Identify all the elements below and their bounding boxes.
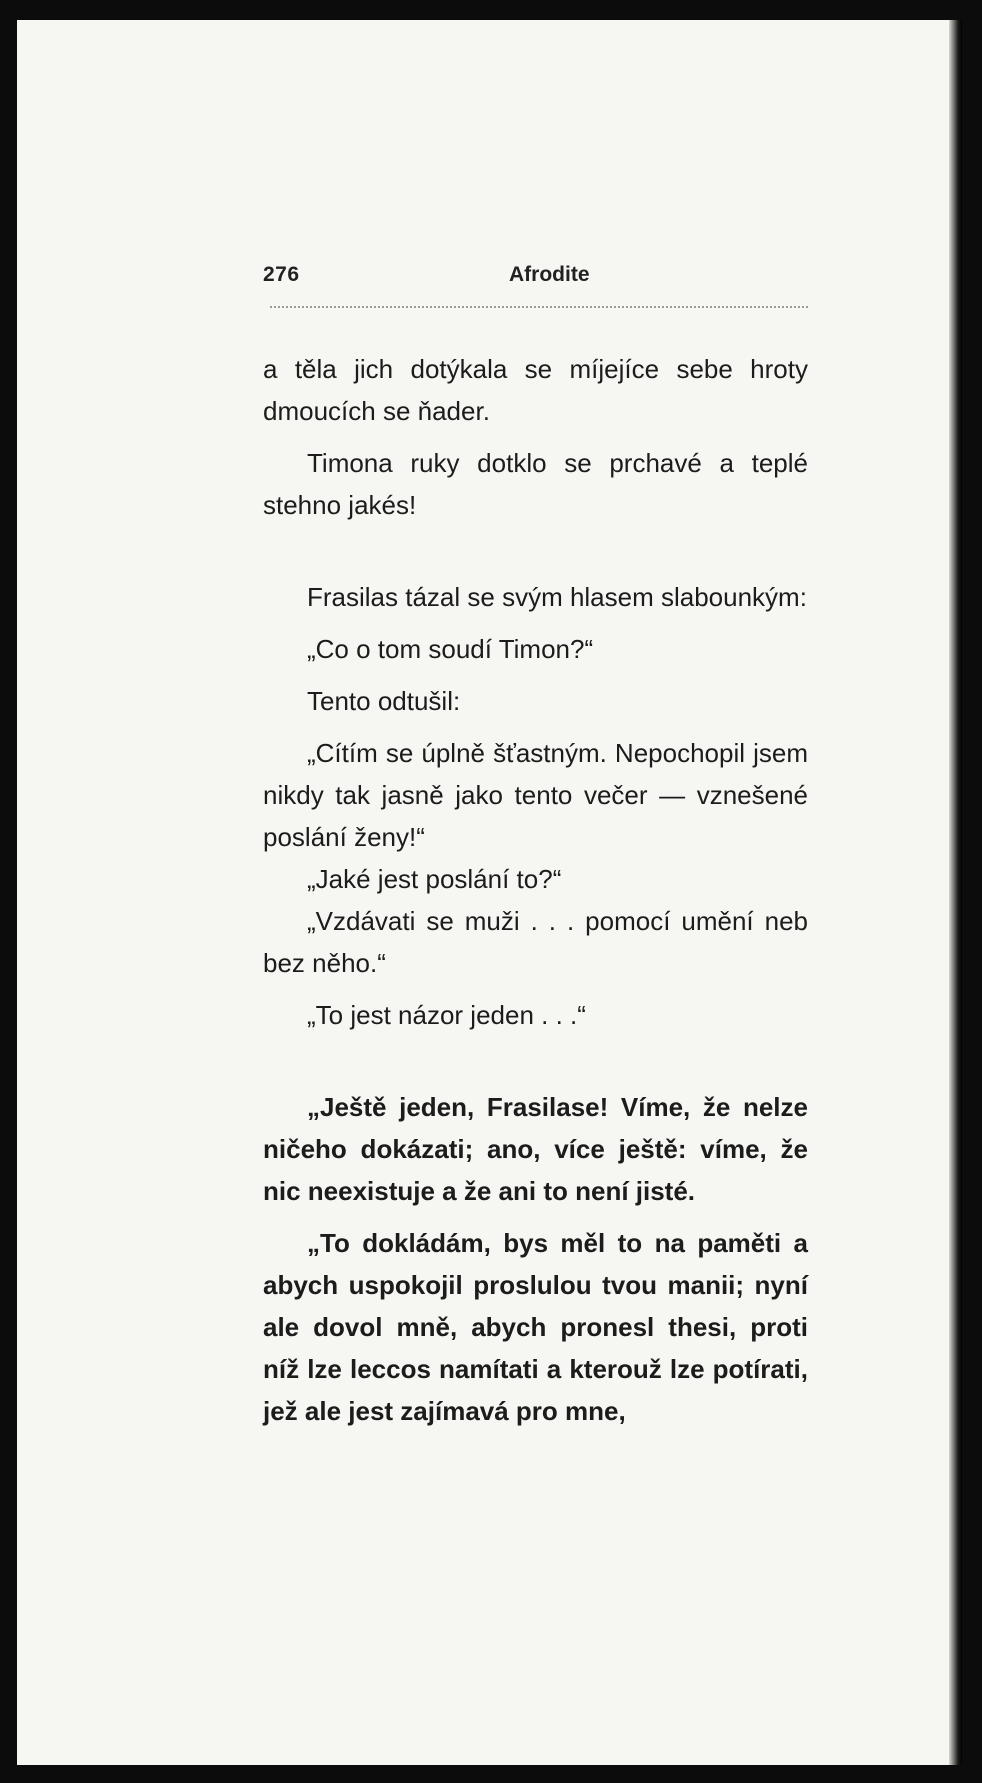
header-rule (270, 306, 808, 308)
paragraph: „Co o tom soudí Timon?“ (307, 634, 594, 664)
page-number: 276 (263, 263, 300, 286)
paragraph: „Ještě jeden, Frasilase! Víme, že nelze ničeho dokázati; ano, více ještě: víme, že nic neexistuje a že ani to není jisté. (263, 1092, 808, 1206)
paragraph: „Jaké jest poslání to?“ (307, 864, 562, 894)
paragraph: „To dokládám, bys měl to na paměti a abych uspokojil proslulou tvou manii; nyní ale dovol mně, abych pronesl thesi, proti níž lze leccos namítati a kterouž lze potírati, jež ale jest zajímavá pro mne, (263, 1228, 808, 1426)
page-body (263, 348, 808, 1432)
paragraph: „To jest názor jeden . . .“ (307, 1000, 586, 1030)
paragraph: Tento odtušil: (307, 686, 461, 716)
paragraph: Frasilas tázal se svým hlasem slabounkým: (307, 582, 807, 612)
paragraph: „Vzdávati se muži . . . pomocí umění neb bez něho.“ (263, 906, 808, 978)
running-head: Afrodite (509, 263, 590, 286)
paragraph: „Cítím se úplně šťastným. Nepochopil jsem nikdy tak jasně jako tento večer — vznešené poslání ženy!“ (263, 738, 808, 852)
paragraph: a těla jich dotýkala se míjejíce sebe hroty dmoucích se ňader. (263, 354, 808, 426)
page-header (263, 255, 803, 295)
paragraph: Timona ruky dotklo se prchavé a teplé stehno jakés! (263, 448, 808, 520)
page-edge (949, 20, 962, 1765)
